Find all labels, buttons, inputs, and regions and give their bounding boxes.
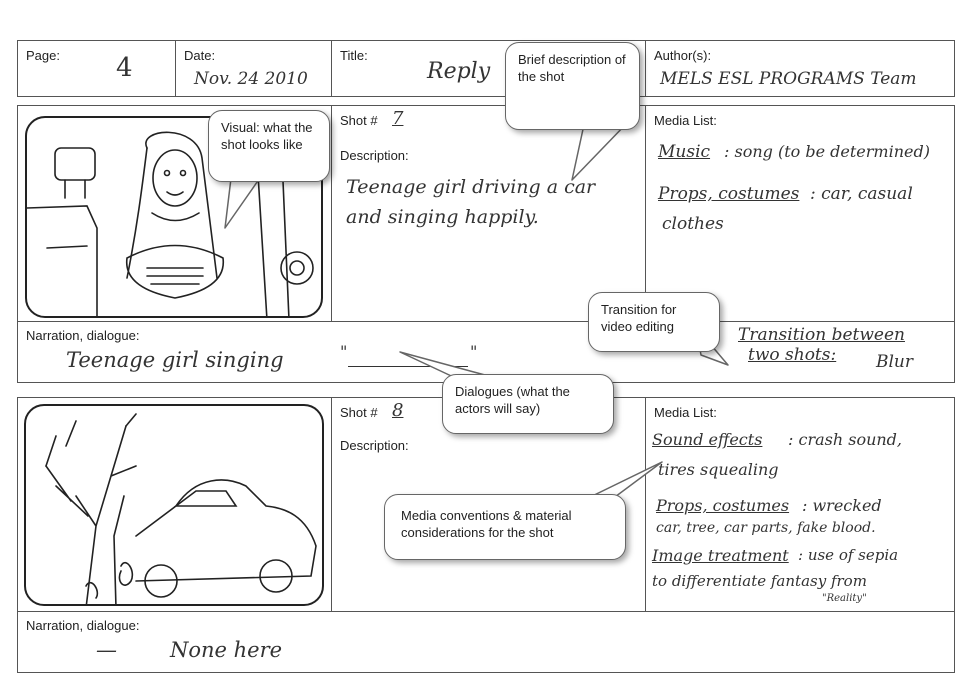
shot1-narration-quote-close: " bbox=[470, 342, 478, 361]
shot2-shot-number: 8 bbox=[392, 400, 404, 421]
author-value: MELS ESL PROGRAMS Team bbox=[660, 69, 917, 89]
shot1-description-line1: Teenage girl driving a car bbox=[346, 176, 596, 198]
shot1-description-line2: and singing happily. bbox=[346, 206, 539, 228]
page-label: Page: bbox=[26, 48, 60, 63]
shot1-media-label: Media List: bbox=[654, 113, 717, 128]
shot2-image-key: Image treatment bbox=[652, 546, 789, 565]
shot2-sound-key: Sound effects bbox=[652, 430, 763, 449]
page-value: 4 bbox=[116, 53, 133, 83]
shot1-description-label: Description: bbox=[340, 148, 409, 163]
date-label: Date: bbox=[184, 48, 216, 63]
shot2-narration-dash: — bbox=[96, 638, 117, 662]
transition-line2: two shots: bbox=[748, 345, 837, 365]
title-value: Reply bbox=[427, 59, 491, 84]
callout-brief-description: Brief description of the shot bbox=[505, 42, 640, 130]
shot2-sound-value: : crash sound, bbox=[788, 430, 903, 449]
shot1-shot-label: Shot # bbox=[340, 113, 378, 128]
shot2-props-value2: car, tree, car parts, fake blood. bbox=[656, 520, 876, 536]
transition-line1: Transition between bbox=[738, 325, 905, 345]
callout-dialogues: Dialogues (what the actors will say) bbox=[442, 374, 614, 434]
shot2-image-value: : use of sepia bbox=[798, 546, 899, 564]
shot1-narration-label: Narration, dialogue: bbox=[26, 328, 140, 343]
shot1-narration-value: Teenage girl singing bbox=[66, 348, 284, 372]
shot1-shot-number: 7 bbox=[392, 108, 404, 129]
callout-visual: Visual: what the shot looks like bbox=[208, 110, 330, 182]
shot1-narration-quote-open: " bbox=[340, 342, 348, 361]
shot2-narration-label: Narration, dialogue: bbox=[26, 618, 140, 633]
title-label: Title: bbox=[340, 48, 368, 63]
shot1-props-value2: clothes bbox=[662, 214, 724, 234]
shot1-props-key: Props, costumes bbox=[658, 184, 800, 204]
callout-transition: Transition for video editing bbox=[588, 292, 720, 352]
shot2-shot-label: Shot # bbox=[340, 405, 378, 420]
shot1-music-value: : song (to be determined) bbox=[724, 142, 930, 161]
shot2-image-value3: "Reality" bbox=[822, 593, 867, 604]
shot2-media-label: Media List: bbox=[654, 405, 717, 420]
shot2-sound-value2: tires squealing bbox=[658, 460, 779, 479]
author-label: Author(s): bbox=[654, 48, 712, 63]
shot2-narration-value: None here bbox=[170, 638, 283, 662]
callout-media-conventions: Media conventions & material considerations for the shot bbox=[384, 494, 626, 560]
shot1-props-value: : car, casual bbox=[810, 184, 913, 204]
shot2-description-label: Description: bbox=[340, 438, 409, 453]
transition-value: Blur bbox=[876, 352, 914, 372]
shot1-music-key: Music bbox=[658, 142, 711, 162]
shot2-props-key: Props, costumes bbox=[656, 496, 790, 515]
date-value: Nov. 24 2010 bbox=[194, 69, 308, 89]
shot2-props-value: : wrecked bbox=[802, 496, 882, 515]
shot2-image-value2: to differentiate fantasy from bbox=[652, 572, 867, 590]
